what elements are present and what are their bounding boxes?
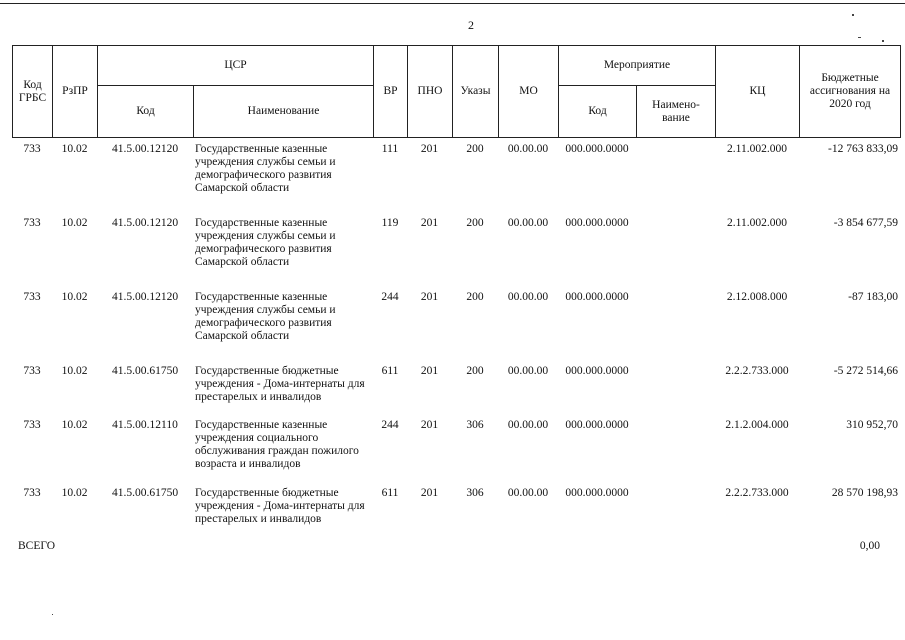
header-meropriyatie: Мероприятие (559, 46, 716, 86)
cell-pno: 201 (420, 419, 439, 431)
scan-speck (52, 614, 53, 615)
cell-grbs: 733 (23, 365, 41, 377)
total-value: 0,00 (859, 540, 880, 552)
header-csr-kod: Код (98, 86, 194, 138)
cell-amount: 28 570 198,93 (831, 487, 898, 499)
header-csr: ЦСР (98, 46, 374, 86)
cell-kc: 2.12.008.000 (726, 291, 788, 303)
header-csr-name: Наименование (194, 86, 374, 138)
cell-kc: 2.11.002.000 (727, 143, 787, 155)
cell-mer-name (636, 482, 715, 536)
cell-mo: 00.00.00 (507, 143, 549, 155)
table-row (12, 414, 900, 482)
cell-pno: 201 (420, 487, 439, 499)
cell-rzpr: 10.02 (61, 487, 88, 499)
cell-name: Государственные казенные учреждения социального обслуживания граждан пожилого возраста и инвалидов (195, 419, 359, 470)
table-row (12, 212, 900, 286)
cell-rzpr: 10.02 (61, 143, 88, 155)
cell-vr: 611 (381, 365, 399, 377)
cell-csr-kod: 41.5.00.12120 (111, 291, 179, 303)
cell-grbs: 733 (23, 419, 41, 431)
cell-mer-kod: 000.000.0000 (565, 487, 629, 499)
cell-kc: 2.11.002.000 (727, 217, 787, 229)
total-label: ВСЕГО (18, 540, 56, 552)
cell-name: Государственные бюджетные учреждения - Дома-интернаты для престарелых и инвалидов (195, 487, 365, 525)
header-mo: МО (499, 46, 559, 138)
cell-mo: 00.00.00 (507, 291, 549, 303)
cell-ukazy: 306 (466, 419, 484, 431)
cell-rzpr: 10.02 (61, 419, 88, 431)
cell-amount: -5 272 514,66 (833, 365, 898, 377)
cell-csr-kod: 41.5.00.12110 (112, 419, 178, 431)
cell-pno: 201 (420, 143, 439, 155)
data-table (12, 138, 900, 536)
cell-vr: 111 (381, 143, 399, 155)
table-row (12, 286, 900, 360)
cell-amount: -3 854 677,59 (833, 217, 898, 229)
cell-vr: 119 (381, 217, 399, 229)
cell-amount: -12 763 833,09 (828, 143, 898, 155)
cell-grbs: 733 (23, 291, 41, 303)
cell-grbs: 733 (23, 143, 41, 155)
cell-mer-name (636, 212, 715, 286)
cell-kc: 2.2.2.733.000 (725, 487, 789, 499)
cell-mer-name (636, 414, 715, 482)
cell-mer-name (636, 360, 715, 414)
cell-ukazy: 306 (466, 487, 484, 499)
cell-csr-kod: 41.5.00.61750 (111, 365, 179, 377)
cell-rzpr: 10.02 (61, 291, 88, 303)
cell-vr: 611 (381, 487, 399, 499)
cell-amount: -87 183,00 (848, 291, 898, 303)
cell-grbs: 733 (23, 487, 41, 499)
header-kc: КЦ (716, 46, 800, 138)
cell-csr-kod: 41.5.00.12120 (111, 143, 179, 155)
cell-mer-kod: 000.000.0000 (565, 365, 629, 377)
cell-mer-kod: 000.000.0000 (565, 143, 629, 155)
table-header (12, 45, 901, 138)
cell-mo: 00.00.00 (507, 365, 549, 377)
table-row (12, 138, 900, 212)
header-kod-grbs: Код ГРБС (13, 46, 53, 138)
cell-mo: 00.00.00 (507, 217, 549, 229)
table-row (12, 360, 900, 414)
cell-name: Государственные казенные учреждения службы семьи и демографического развития Самарской области (195, 217, 336, 268)
header-pno: ПНО (408, 46, 453, 138)
scan-speck (858, 37, 861, 38)
cell-amount: 310 952,70 (846, 419, 898, 431)
cell-mo: 00.00.00 (507, 487, 549, 499)
cell-ukazy: 200 (466, 217, 484, 229)
header-mer-kod: Код (559, 86, 637, 138)
cell-mer-kod: 000.000.0000 (565, 291, 629, 303)
cell-pno: 201 (420, 217, 439, 229)
cell-vr: 244 (381, 419, 399, 431)
cell-name: Государственные бюджетные учреждения - Дома-интернаты для престарелых и инвалидов (195, 365, 365, 403)
cell-mo: 00.00.00 (507, 419, 549, 431)
header-vr: ВР (374, 46, 408, 138)
header-ukazy: Указы (453, 46, 499, 138)
cell-kc: 2.1.2.004.000 (725, 419, 789, 431)
cell-csr-kod: 41.5.00.12120 (111, 217, 179, 229)
cell-name: Государственные казенные учреждения службы семьи и демографического развития Самарской области (195, 143, 336, 194)
cell-rzpr: 10.02 (61, 365, 88, 377)
cell-vr: 244 (381, 291, 399, 303)
header-mer-name: Наимено-вание (637, 86, 716, 138)
scan-speck (852, 14, 854, 16)
cell-mer-kod: 000.000.0000 (565, 419, 629, 431)
cell-rzpr: 10.02 (61, 217, 88, 229)
table-row (12, 482, 900, 536)
cell-mer-name (636, 286, 715, 360)
header-budget: Бюджетные ассигнования на 2020 год (800, 46, 901, 138)
cell-mer-name (636, 138, 715, 212)
cell-name: Государственные казенные учреждения службы семьи и демографического развития Самарской области (195, 291, 336, 342)
scan-speck (882, 40, 884, 42)
top-rule (0, 3, 905, 4)
cell-mer-kod: 000.000.0000 (565, 217, 629, 229)
cell-ukazy: 200 (466, 291, 484, 303)
header-rzpr: РзПР (53, 46, 98, 138)
cell-pno: 201 (420, 291, 439, 303)
cell-csr-kod: 41.5.00.61750 (111, 487, 179, 499)
cell-kc: 2.2.2.733.000 (725, 365, 789, 377)
cell-ukazy: 200 (466, 143, 484, 155)
cell-ukazy: 200 (466, 365, 484, 377)
cell-pno: 201 (420, 365, 439, 377)
cell-grbs: 733 (23, 217, 41, 229)
page-number: 2 (468, 18, 474, 32)
